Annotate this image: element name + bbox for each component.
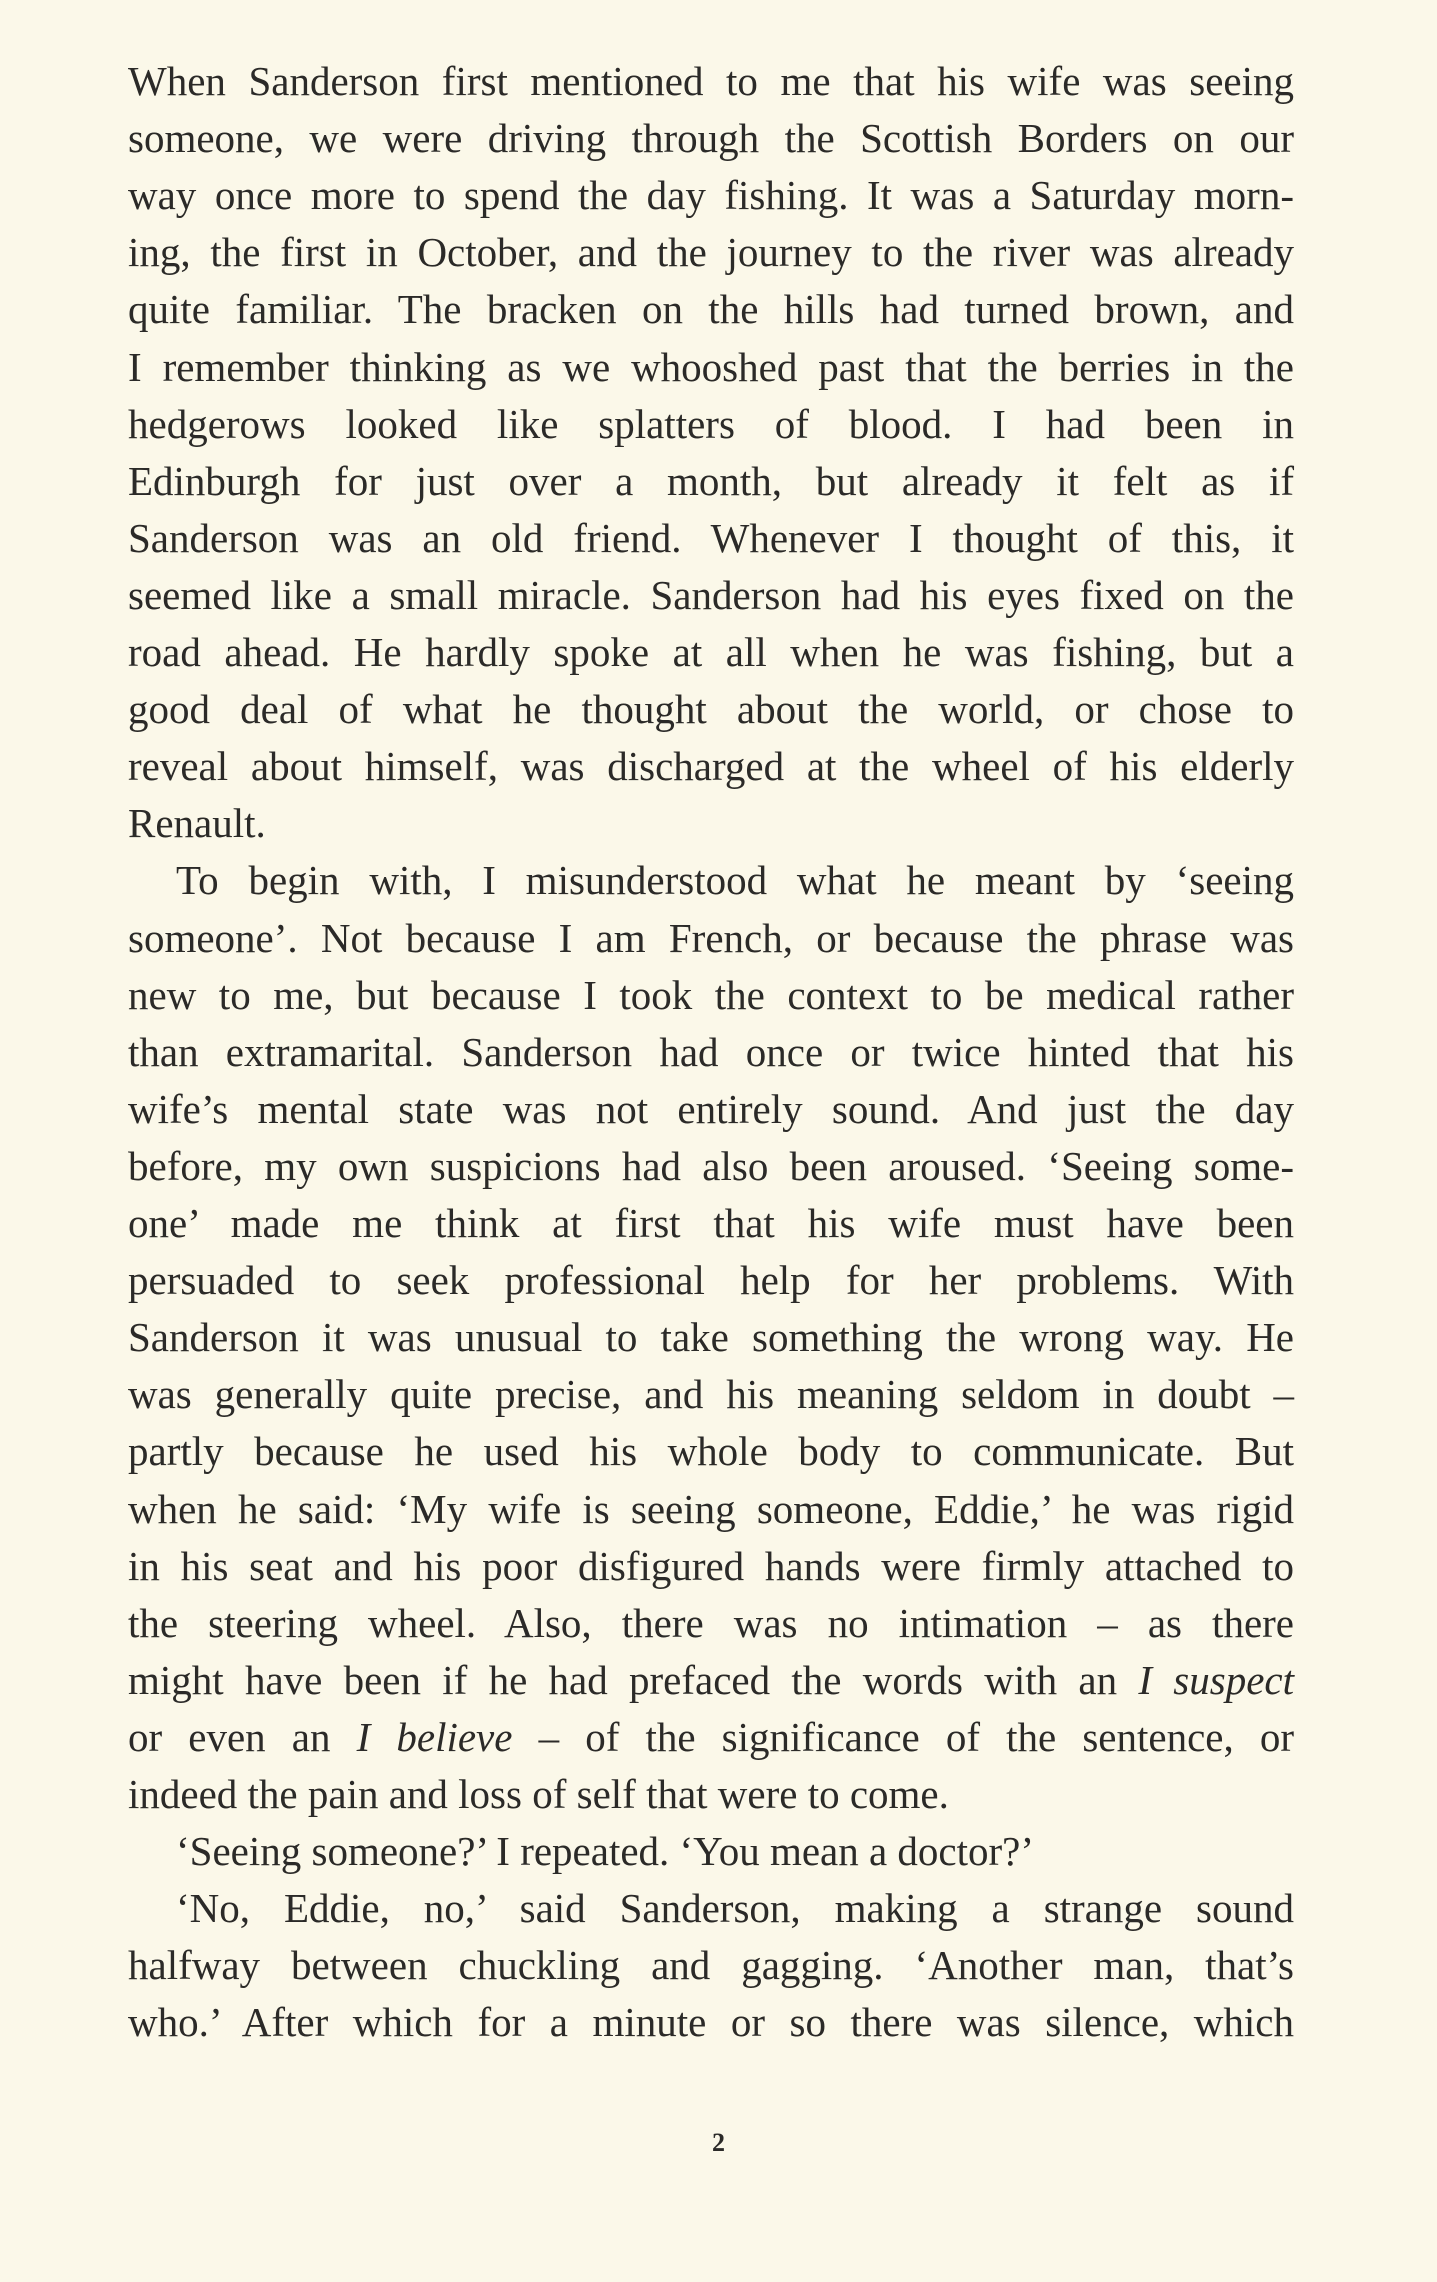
book-page xyxy=(128,52,1294,2232)
text-line: indeed the pain and loss of self that were to come. xyxy=(128,1771,949,1817)
text-line: ‘Seeing someone?’ I repeated. ‘You mean a doctor?’ xyxy=(176,1828,1035,1875)
text-line: Sanderson was an old friend. Whenever I thought of this, it xyxy=(128,514,1294,561)
text-line: persuaded to seek professional help for her problems. With xyxy=(128,1257,1294,1304)
text-line: Edinburgh for just over a month, but already it felt as if xyxy=(128,457,1294,504)
text-line: ing, the first in October, and the journey to the river was already xyxy=(128,229,1294,276)
text-line: was generally quite precise, and his meaning seldom in doubt – xyxy=(128,1371,1294,1418)
text-segment: might have been if he had prefaced the words with an xyxy=(128,1656,1139,1703)
text-line: seemed like a small miracle. Sanderson had his eyes fixed on the xyxy=(128,571,1294,618)
text-line: partly because he used his whole body to communicate. But xyxy=(128,1428,1294,1475)
text-line: hedgerows looked like splatters of blood. I had been in xyxy=(128,400,1294,447)
text-line: halfway between chuckling and gagging. ‘Another man, that’s xyxy=(128,1942,1294,1989)
text-line: someone, we were driving through the Scottish Borders on our xyxy=(128,115,1294,162)
text-line: when he said: ‘My wife is seeing someone, Eddie,’ he was rigid xyxy=(128,1485,1294,1532)
text-line: quite familiar. The bracken on the hills had turned brown, and xyxy=(128,286,1294,333)
text-line: ‘No, Eddie, no,’ said Sanderson, making a strange sound xyxy=(176,1885,1294,1932)
text-line: road ahead. He hardly spoke at all when he was fishing, but a xyxy=(128,629,1294,675)
text-line: Sanderson it was unusual to take something the wrong way. He xyxy=(128,1314,1294,1361)
text-line: one’ made me think at first that his wife must have been xyxy=(128,1200,1294,1246)
text-line: than extramarital. Sanderson had once or twice hinted that his xyxy=(128,1028,1294,1075)
text-line: new to me, but because I took the context to be medical rather xyxy=(128,971,1294,1018)
text-segment: or even an xyxy=(128,1713,357,1760)
text-line: I remember thinking as we whooshed past that the berries in the xyxy=(128,343,1294,390)
text-line: before, my own suspicions had also been aroused. ‘Seeing some- xyxy=(128,1142,1294,1189)
italic-phrase: I believe xyxy=(356,1713,513,1760)
text-line: someone’. Not because I am French, or because the phrase was xyxy=(128,914,1294,961)
text-line xyxy=(128,1708,1294,1766)
text-line: When Sanderson first mentioned to me that his wife was seeing xyxy=(128,58,1294,104)
text-line: reveal about himself, was discharged at the wheel of his elderly xyxy=(128,743,1294,790)
text-line: in his seat and his poor disfigured hands were firmly attached to xyxy=(128,1542,1294,1589)
text-line: way once more to spend the day fishing. It was a Saturday morn- xyxy=(128,172,1294,219)
italic-phrase: I suspect xyxy=(1138,1656,1294,1703)
text-line: wife’s mental state was not entirely sound. And just the day xyxy=(128,1085,1294,1132)
page-number: 2 xyxy=(712,2128,725,2157)
text-line: Renault. xyxy=(128,800,266,847)
text-segment: – of the significance of the sentence, or xyxy=(512,1713,1294,1760)
text-line xyxy=(128,1651,1294,1709)
text-line: good deal of what he thought about the world, or chose to xyxy=(128,686,1294,733)
text-line: the steering wheel. Also, there was no intimation – as there xyxy=(128,1599,1294,1646)
text-line: To begin with, I misunderstood what he meant by ‘seeing xyxy=(176,857,1294,904)
text-line: who.’ After which for a minute or so there was silence, which xyxy=(128,1999,1294,2046)
